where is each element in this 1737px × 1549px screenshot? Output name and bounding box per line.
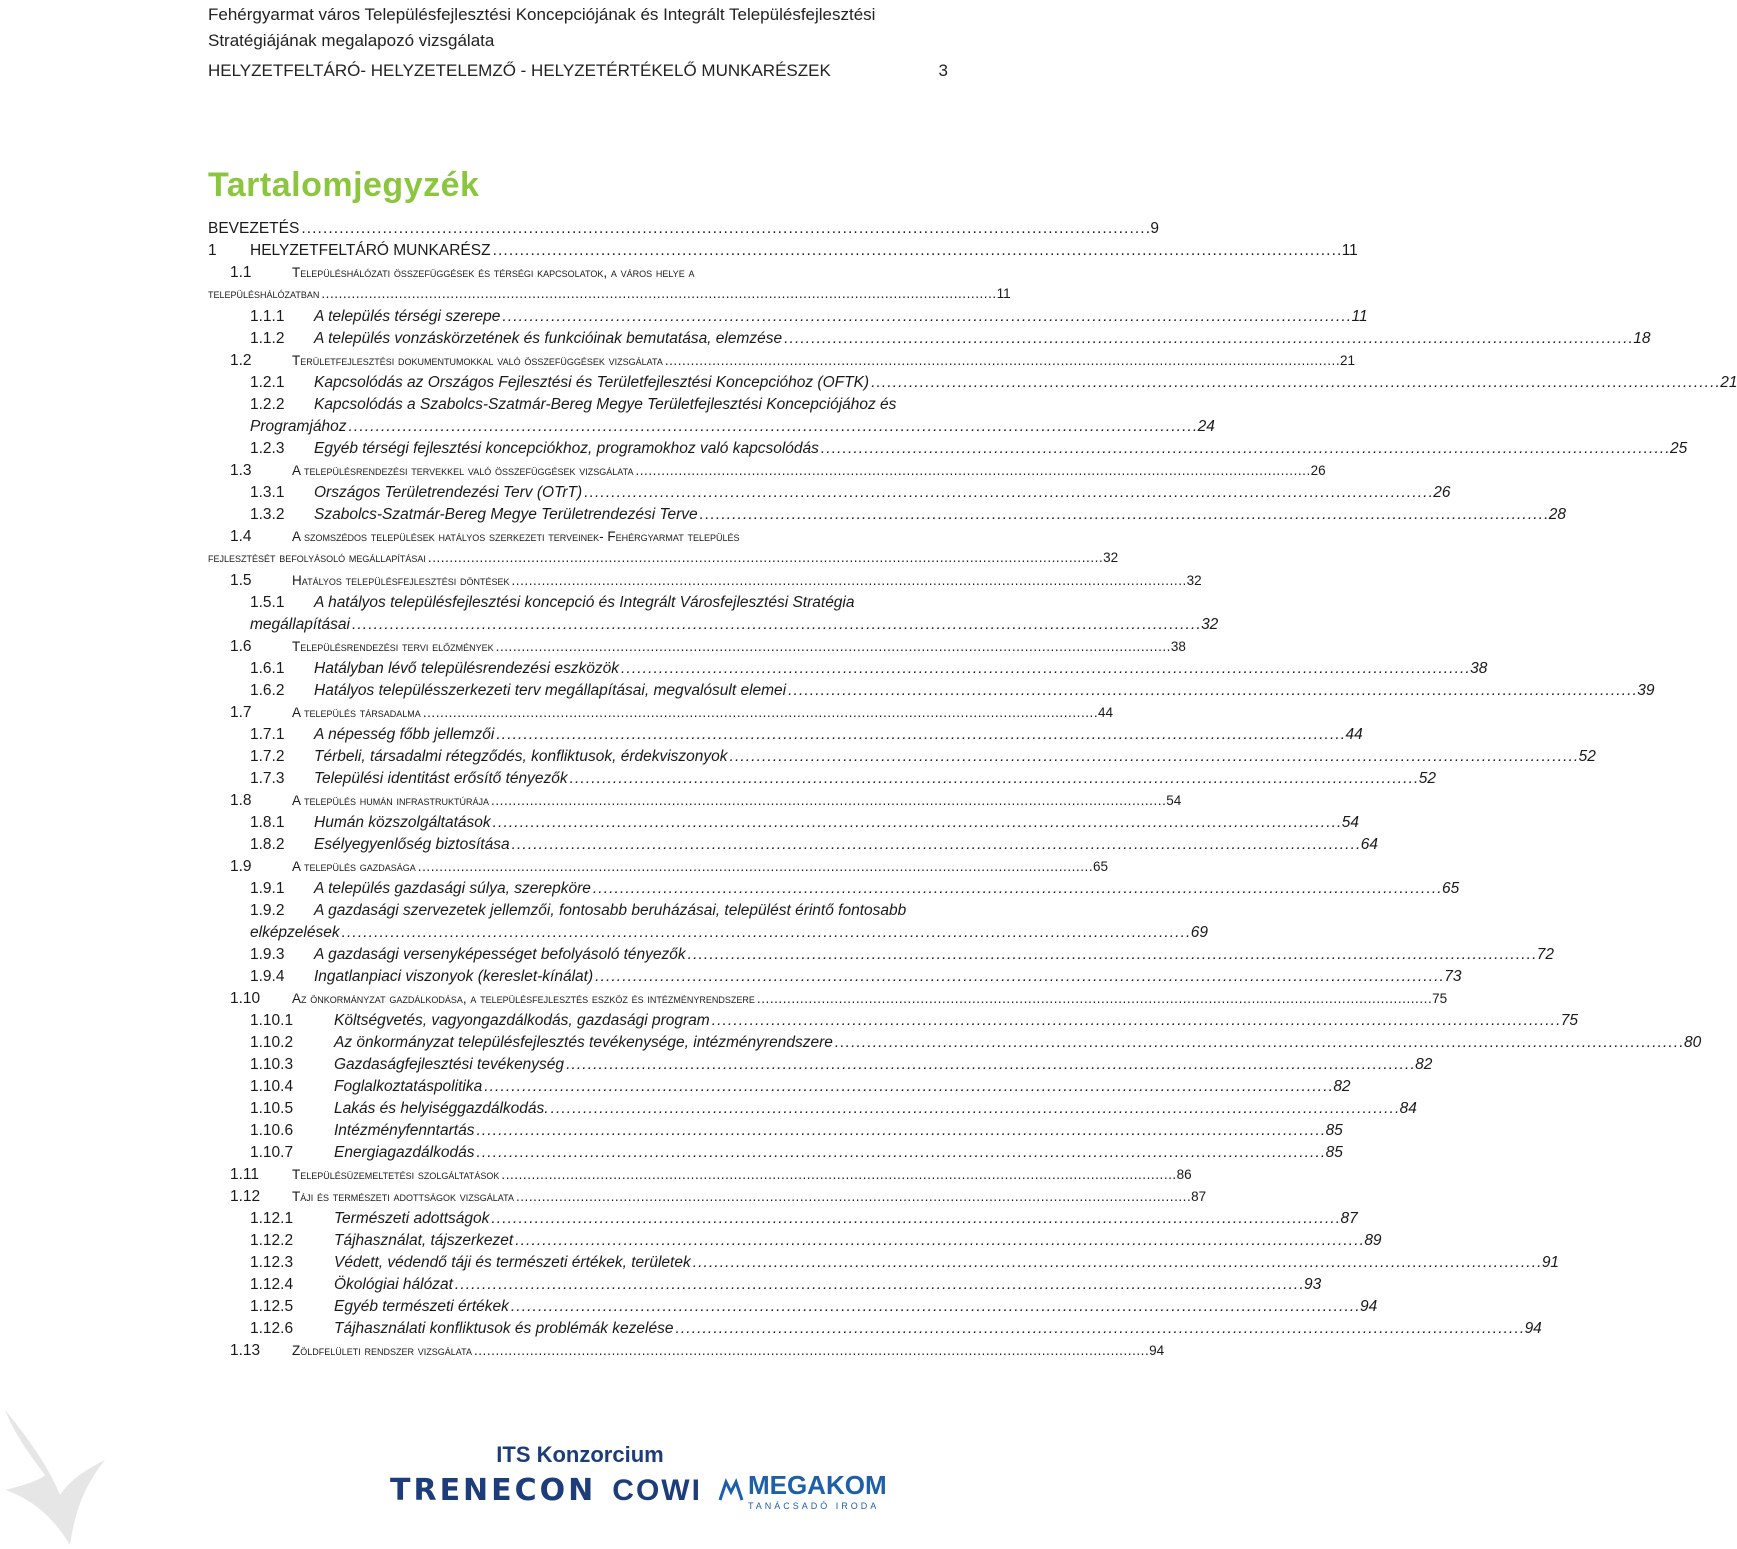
toc-entry[interactable]: [208, 264, 956, 286]
section-line: [208, 58, 948, 84]
trenecon-logo: TRENECON: [390, 1473, 597, 1508]
toc-leader-dots: [730, 748, 1577, 766]
toc-title-continued: településhálózatban: [208, 286, 320, 301]
toc-entry[interactable]: [208, 968, 1462, 990]
toc-title: Egyéb térségi fejlesztési koncepciókhoz, programokhoz való kapcsolódás: [314, 440, 819, 457]
toc-title: Táji és természeti adottságok vizsgálata: [292, 1189, 514, 1204]
toc-number: 1.1: [230, 264, 252, 281]
toc-number: 1.10.5: [250, 1100, 294, 1117]
toc-entry[interactable]: [208, 1056, 1433, 1078]
toc-entry[interactable]: [208, 1144, 1343, 1166]
toc-page-number: 11: [1351, 308, 1368, 325]
toc-leader-dots: [352, 616, 1199, 634]
toc-number: 1.2.1: [250, 374, 285, 391]
toc-entry[interactable]: [208, 902, 956, 924]
toc-page-number: 24: [1197, 418, 1215, 435]
toc-entry[interactable]: [208, 506, 1567, 528]
toc-entry[interactable]: [208, 1100, 1417, 1122]
toc-entry[interactable]: [208, 638, 1186, 660]
toc-title-continued: elképzelések: [250, 924, 340, 941]
toc-leader-dots: [496, 639, 1169, 654]
toc-title: Területfejlesztési dokumentumokkal való összefüggések vizsgálata: [292, 353, 663, 368]
toc-page-number: 26: [1433, 484, 1451, 501]
toc-leader-dots: [476, 1144, 1323, 1162]
toc-entry[interactable]: [208, 242, 1358, 264]
toc-number: 1.6.1: [250, 660, 285, 677]
toc-number: 1.6.2: [250, 682, 285, 699]
toc-title: Az önkormányzat településfejlesztés tevékenysége, intézményrendszere: [334, 1034, 833, 1051]
toc-entry[interactable]: [208, 924, 1208, 946]
toc-entry[interactable]: [208, 1254, 1560, 1276]
toc-number: 1.8.2: [250, 836, 285, 853]
toc-title: Zöldfelületi rendszer vizsgálata: [292, 1343, 472, 1358]
toc-page-number: 85: [1325, 1144, 1343, 1161]
toc-leader-dots: [423, 705, 1096, 720]
toc-page-number: 93: [1304, 1276, 1322, 1293]
toc-page-number: 39: [1637, 682, 1655, 699]
toc-page-number: 26: [1310, 463, 1326, 478]
toc-number: 1.13: [230, 1342, 261, 1359]
toc-leader-dots: [501, 1167, 1174, 1182]
toc-number: 1.10.3: [250, 1056, 294, 1073]
toc-leader-dots: [584, 484, 1431, 502]
document-title: Fehérgyarmat város Településfejlesztési Koncepciójának és Integrált Településfejlesztési Stratégiájának megalapozó vizsgálata: [208, 5, 876, 50]
toc-entry[interactable]: [208, 770, 1436, 792]
page-title: Tartalomjegyzék: [208, 166, 480, 204]
toc-title: Szabolcs-Szatmár-Bereg Megye Területrendezési Terve: [314, 506, 698, 523]
toc-leader-dots: [570, 770, 1417, 788]
toc-entry[interactable]: [208, 1298, 1378, 1320]
toc-page-number: 82: [1333, 1078, 1351, 1095]
toc-leader-dots: [621, 660, 1468, 678]
megakom-mark-icon: [718, 1478, 744, 1504]
toc-title: BEVEZETÉS: [208, 220, 300, 237]
megakom-subtitle: TANÁCSADÓ IRODA: [747, 1501, 880, 1511]
toc-leader-dots: [757, 991, 1430, 1006]
toc-title: A hatályos településfejlesztési koncepció és Integrált Városfejlesztési Stratégia: [314, 594, 855, 611]
toc-title: A település társadalma: [292, 705, 421, 720]
toc-number: 1.12.2: [250, 1232, 294, 1249]
toc-leader-dots: [821, 440, 1668, 458]
toc-entry[interactable]: [208, 550, 1119, 572]
toc-entry[interactable]: [208, 374, 1737, 396]
toc-leader-dots: [321, 286, 994, 301]
toc-entry[interactable]: [208, 1078, 1351, 1100]
toc-entry[interactable]: [208, 616, 1219, 638]
toc-page-number: 73: [1444, 968, 1462, 985]
toc-page-number: 21: [1340, 353, 1356, 368]
toc-leader-dots: [493, 814, 1340, 832]
toc-leader-dots: [566, 1056, 1413, 1074]
toc-page-number: 11: [1341, 242, 1358, 259]
toc-leader-dots: [428, 550, 1101, 565]
toc-page-number: 65: [1441, 880, 1460, 897]
toc-entry[interactable]: [208, 1012, 1579, 1034]
toc-number: 1.7.2: [250, 748, 285, 765]
toc-title-continued: megállapításai: [250, 616, 350, 633]
toc-page-number: 87: [1340, 1210, 1358, 1227]
toc-leader-dots: [693, 1254, 1540, 1272]
toc-page-number: 69: [1190, 924, 1208, 941]
toc-number: 1.3.2: [250, 506, 285, 523]
toc-leader-dots: [788, 682, 1635, 700]
toc-page-number: 94: [1524, 1320, 1542, 1337]
toc-entry[interactable]: [208, 528, 956, 550]
toc-page-number: 80: [1683, 1034, 1702, 1051]
toc-leader-dots: [484, 1078, 1331, 1096]
toc-entry[interactable]: [208, 858, 1109, 880]
toc-number: 1.12.4: [250, 1276, 294, 1293]
toc-number: 1.7.3: [250, 770, 285, 787]
toc-title: Térbeli, társadalmi rétegződés, konfliktusok, érdekviszonyok: [314, 748, 728, 765]
toc-entry[interactable]: [208, 1034, 1702, 1056]
toc-leader-dots: [712, 1012, 1559, 1030]
toc-title: Lakás és helyiséggazdálkodás.: [334, 1100, 549, 1117]
toc-page-number: 84: [1399, 1100, 1417, 1117]
toc-title: A település vonzáskörzetének és funkcióinak bemutatása, elemzése: [314, 330, 783, 347]
toc-title: Foglalkoztatáspolitika: [334, 1078, 483, 1095]
toc-leader-dots: [700, 506, 1547, 524]
toc-title: A település humán infrastruktúrája: [292, 793, 490, 808]
toc-entry[interactable]: [208, 1342, 1165, 1364]
toc-entry[interactable]: [208, 484, 1451, 506]
toc-number: 1.8.1: [250, 814, 285, 831]
toc-title: Kapcsolódás az Országos Fejlesztési és Területfejlesztési Koncepcióhoz (OFTK): [314, 374, 870, 391]
toc-page-number: 86: [1176, 1167, 1192, 1182]
toc-title: Egyéb természeti értékek: [334, 1298, 509, 1315]
toc-entry[interactable]: [208, 1166, 1192, 1188]
toc-leader-dots: [835, 1034, 1682, 1052]
toc-entry[interactable]: [208, 748, 1596, 770]
toc-title: A településrendezési tervekkel való összefüggések vizsgálata: [292, 463, 634, 478]
toc-entry[interactable]: [208, 946, 1555, 968]
toc-title: Ingatlanpiaci viszonyok (kereslet-kínálat): [314, 968, 594, 985]
bird-watermark-icon: [0, 1400, 110, 1549]
section-title: HELYZETFELTÁRÓ- HELYZETELEMZŐ - HELYZETÉRTÉKELŐ MUNKARÉSZEK: [208, 61, 831, 80]
toc-entry[interactable]: [208, 220, 1160, 242]
toc-title: Ökológiai hálózat: [334, 1276, 453, 1293]
toc-leader-dots: [688, 946, 1535, 964]
toc-entry[interactable]: [208, 418, 1215, 440]
table-of-contents: [208, 220, 1737, 1364]
megakom-name: MEGAKOM: [747, 1470, 887, 1500]
toc-page-number: 25: [1670, 440, 1688, 457]
toc-number: 1.9.3: [250, 946, 285, 963]
toc-number: 1.7.1: [250, 726, 285, 743]
toc-leader-dots: [476, 1122, 1323, 1140]
toc-title: Esélyegyenlőség biztosítása: [314, 836, 510, 853]
toc-title: A szomszédos települések hatályos szerkezeti terveinek- Fehérgyarmat település: [292, 529, 740, 544]
toc-number: 1.3.1: [250, 484, 285, 501]
toc-entry[interactable]: [208, 396, 956, 418]
toc-title: HELYZETFELTÁRÓ MUNKARÉSZ: [250, 242, 491, 259]
toc-title: A település gazdasági súlya, szerepköre: [314, 880, 591, 897]
megakom-logo: [718, 1470, 887, 1511]
toc-page-number: 94: [1360, 1298, 1378, 1315]
toc-number: 1.5: [230, 572, 252, 589]
toc-title: Humán közszolgáltatások: [314, 814, 491, 831]
toc-title: Az önkormányzat gazdálkodása, a településfejlesztés eszköz és intézményrendszere: [292, 991, 755, 1006]
toc-title: Energiagazdálkodás: [334, 1144, 475, 1161]
toc-page-number: 91: [1541, 1254, 1560, 1271]
toc-page-number: 75: [1432, 991, 1448, 1006]
toc-title: Hatályban lévő településrendezési eszközök: [314, 660, 620, 677]
toc-leader-dots: [491, 1210, 1338, 1228]
toc-entry[interactable]: [208, 990, 1448, 1012]
toc-leader-dots: [551, 1100, 1398, 1118]
toc-number: 1.4: [230, 528, 252, 545]
toc-number: 1.6: [230, 638, 252, 655]
toc-entry[interactable]: [208, 792, 1182, 814]
toc-entry[interactable]: [208, 572, 1202, 594]
toc-title-continued: Programjához: [250, 418, 347, 435]
toc-leader-dots: [516, 1189, 1189, 1204]
toc-title: A gazdasági szervezetek jellemzői, fontosabb beruházásai, települést érintő fontosabb: [314, 902, 907, 919]
toc-entry[interactable]: [208, 1188, 1207, 1210]
toc-entry[interactable]: [208, 462, 1326, 484]
page-header: [208, 2, 948, 84]
toc-number: 1: [208, 242, 217, 259]
toc-page-number: 54: [1166, 793, 1182, 808]
toc-page-number: 32: [1103, 550, 1119, 565]
toc-number: 1.2.3: [250, 440, 285, 457]
toc-title: A település gazdasága: [292, 859, 416, 874]
toc-number: 1.12.3: [250, 1254, 294, 1271]
toc-leader-dots: [491, 793, 1164, 808]
toc-number: 1.1.2: [250, 330, 285, 347]
toc-leader-dots: [511, 573, 1184, 588]
toc-leader-dots: [349, 418, 1196, 436]
toc-entry[interactable]: [208, 704, 1114, 726]
toc-entry[interactable]: [208, 682, 1655, 704]
toc-number: 1.10.4: [250, 1078, 294, 1095]
toc-title: A népesség főbb jellemzői: [314, 726, 495, 743]
toc-page-number: 54: [1341, 814, 1359, 831]
toc-title: Tájhasználat, tájszerkezet: [334, 1232, 514, 1249]
toc-number: 1.10.6: [250, 1122, 294, 1139]
toc-entry[interactable]: [208, 1276, 1322, 1298]
toc-number: 1.12.5: [250, 1298, 294, 1315]
toc-entry[interactable]: [208, 330, 1651, 352]
toc-page-number: 38: [1470, 660, 1488, 677]
toc-leader-dots: [784, 330, 1631, 348]
footer-logos: [390, 1442, 887, 1511]
toc-page-number: 38: [1170, 639, 1186, 654]
toc-number: 1.7: [230, 704, 252, 721]
toc-number: 1.9.2: [250, 902, 285, 919]
toc-entry[interactable]: [208, 594, 956, 616]
toc-leader-dots: [418, 859, 1091, 874]
toc-page-number: 44: [1345, 726, 1363, 743]
toc-leader-dots: [474, 1343, 1147, 1358]
toc-title: Gazdaságfejlesztési tevékenység: [334, 1056, 565, 1073]
toc-page-number: 72: [1536, 946, 1555, 963]
toc-number: 1.2.2: [250, 396, 285, 413]
toc-number: 1.2: [230, 352, 252, 369]
toc-page-number: 65: [1092, 859, 1109, 874]
toc-leader-dots: [493, 242, 1340, 260]
toc-leader-dots: [871, 374, 1718, 392]
toc-page-number: 75: [1560, 1012, 1579, 1029]
toc-title: Hatályos településszerkezeti terv megállapításai, megvalósult elemei: [314, 682, 787, 699]
toc-leader-dots: [675, 1320, 1522, 1338]
toc-entry[interactable]: [208, 726, 1363, 748]
toc-number: 1.1.1: [250, 308, 285, 325]
toc-title: A település térségi szerepe: [314, 308, 501, 325]
page-number: 3: [938, 61, 948, 80]
toc-page-number: 64: [1360, 836, 1378, 853]
toc-title: Országos Területrendezési Terv (OTrT): [314, 484, 583, 501]
toc-page-number: 32: [1201, 616, 1219, 633]
toc-page-number: 9: [1150, 220, 1160, 237]
toc-page-number: 94: [1149, 1343, 1165, 1358]
toc-entry[interactable]: [208, 440, 1688, 462]
toc-number: 1.8: [230, 792, 252, 809]
toc-entry[interactable]: [208, 814, 1359, 836]
toc-entry[interactable]: [208, 836, 1378, 858]
toc-number: 1.10.2: [250, 1034, 294, 1051]
toc-entry[interactable]: [208, 308, 1368, 330]
toc-page-number: 21: [1720, 374, 1737, 391]
toc-entry[interactable]: [208, 1320, 1542, 1342]
toc-number: 1.10.1: [250, 1012, 294, 1029]
toc-number: 1.12.1: [250, 1210, 294, 1227]
toc-title: Hatályos településfejlesztési döntések: [292, 573, 510, 588]
toc-page-number: 85: [1325, 1122, 1343, 1139]
toc-number: 1.12.6: [250, 1320, 294, 1337]
toc-number: 1.5.1: [250, 594, 285, 611]
toc-title: Települési identitást erősítő tényezők: [314, 770, 568, 787]
toc-number: 1.9.4: [250, 968, 285, 985]
toc-entry[interactable]: [208, 1232, 1382, 1254]
toc-title-continued: fejlesztését befolyásoló megállapításai: [208, 550, 426, 565]
toc-leader-dots: [635, 463, 1308, 478]
toc-leader-dots: [342, 924, 1189, 942]
toc-leader-dots: [511, 1298, 1358, 1316]
toc-page-number: 18: [1633, 330, 1651, 347]
toc-number: 1.11: [230, 1166, 260, 1183]
toc-page-number: 52: [1578, 748, 1596, 765]
toc-entry[interactable]: [208, 880, 1460, 902]
toc-page-number: 52: [1418, 770, 1436, 787]
toc-entry[interactable]: [208, 1210, 1358, 1232]
toc-title: Kapcsolódás a Szabolcs-Szatmár-Bereg Megye Területfejlesztési Koncepciójához és: [314, 396, 897, 413]
toc-entry[interactable]: [208, 352, 1356, 374]
toc-title: Természeti adottságok: [334, 1210, 490, 1227]
toc-number: 1.9: [230, 858, 252, 875]
toc-leader-dots: [496, 726, 1343, 744]
toc-title: Településüzemeltetési szolgáltatások: [292, 1167, 500, 1182]
toc-leader-dots: [301, 220, 1148, 238]
toc-number: 1.10: [230, 990, 261, 1007]
cowi-logo: COWI: [612, 1473, 702, 1507]
toc-entry[interactable]: [208, 660, 1488, 682]
toc-title: Intézményfenntartás: [334, 1122, 475, 1139]
toc-leader-dots: [593, 880, 1440, 898]
toc-leader-dots: [595, 968, 1442, 986]
toc-page-number: 11: [996, 286, 1011, 301]
toc-page-number: 82: [1415, 1056, 1433, 1073]
consortium-label: ITS Konzorcium: [496, 1442, 664, 1467]
toc-number: 1.10.7: [250, 1144, 294, 1161]
toc-page-number: 32: [1186, 573, 1202, 588]
toc-page-number: 89: [1364, 1232, 1382, 1249]
toc-leader-dots: [665, 353, 1338, 368]
toc-leader-dots: [455, 1276, 1302, 1294]
toc-leader-dots: [502, 308, 1349, 326]
toc-entry[interactable]: [208, 286, 1011, 308]
toc-page-number: 28: [1548, 506, 1567, 523]
toc-title: Költségvetés, vagyongazdálkodás, gazdasági program: [334, 1012, 710, 1029]
toc-leader-dots: [515, 1232, 1362, 1250]
logo-row: [390, 1470, 887, 1511]
toc-entry[interactable]: [208, 1122, 1343, 1144]
toc-page-number: 87: [1191, 1189, 1207, 1204]
toc-title: Településrendezési tervi előzmények: [292, 639, 494, 654]
toc-title: A gazdasági versenyképességet befolyásoló tényezők: [314, 946, 686, 963]
toc-number: 1.12: [230, 1188, 261, 1205]
toc-title: Védett, védendő táji és természeti értékek, területek: [334, 1254, 691, 1271]
toc-page-number: 44: [1098, 705, 1114, 720]
toc-title: Településhálózati összefüggések és térségi kapcsolatok, a város helye a: [292, 265, 695, 280]
toc-leader-dots: [512, 836, 1359, 854]
toc-title: Tájhasználati konfliktusok és problémák kezelése: [334, 1320, 674, 1337]
toc-number: 1.9.1: [250, 880, 285, 897]
toc-number: 1.3: [230, 462, 252, 479]
